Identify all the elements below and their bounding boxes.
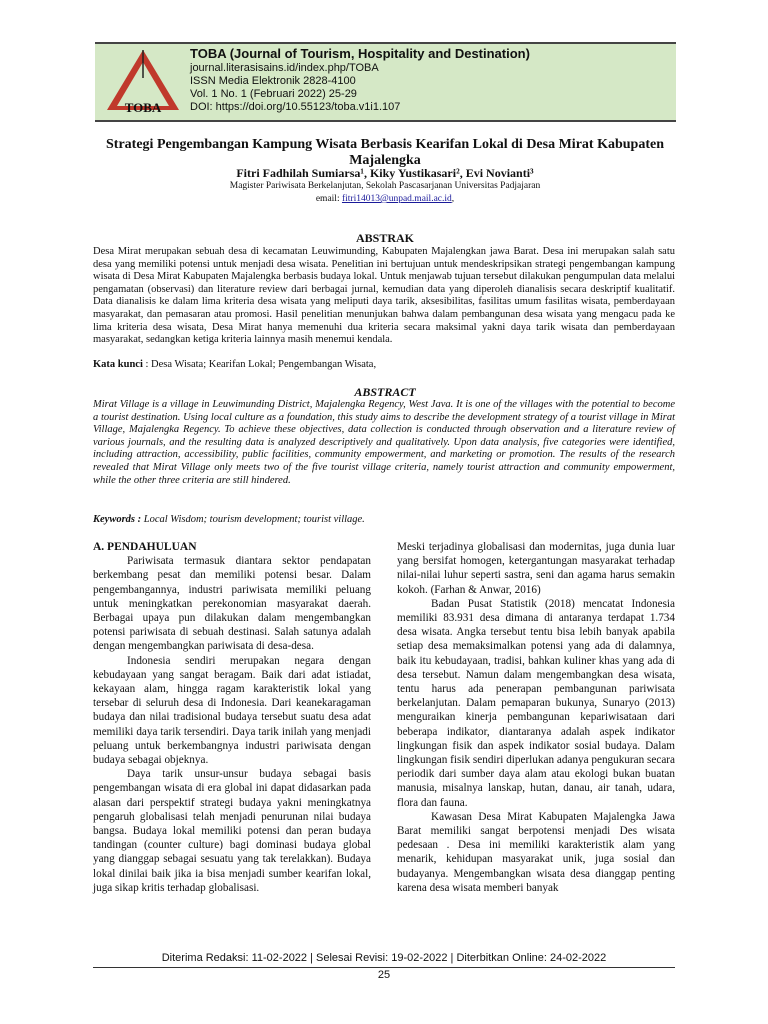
paragraph: Kawasan Desa Mirat Kabupaten Majalengka Jawa Barat memiliki sangat berpotensi menjadi Des wisata pedesaan . Desa ini memiliki karakteristik alam yang menarik, kehidupan masyarakat unik, juga sosial dan budayanya. Mengembangkan wisata desa dianggap penting karena desa wisata memberi banyak: [397, 810, 675, 894]
paragraph: Indonesia sendiri merupakan negara dengan kebudayaan yang sangat beragam. Baik dari adat istiadat, kekayaan alam, hingga ragam karakteristik lokal yang tersebar di seluruh desa di Indonesia. Dari keanekaragaman budaya dan nilai tradisional budaya tersebut suatu desa adat memiliki daya tarik tersendiri. Daya tarik inilah yang menjadi peluang untuk berkembangnya industri pariwisata dengan budaya sebagai objeknya.: [93, 654, 371, 767]
journal-title: TOBA (Journal of Tourism, Hospitality and Destination): [190, 46, 530, 61]
kata-kunci: [93, 359, 675, 370]
paragraph: Pariwisata termasuk diantara sektor pendapatan berkembang pesat dan memiliki potensi besar. Dalam pengembangannya, industri pariwisata memiliki peluang untuk meningkatkan perekonomian masyarakat daerah. Berbagai upaya pun dilakukan dalam mengembangkan potensi pariwisata di sebuah destinasi. Salah satunya adalah dengan mengembangkan pariwisata di desa-desa.: [93, 555, 371, 653]
journal-issn: ISSN Media Elektronik 2828-4100: [190, 75, 356, 87]
journal-doi[interactable]: DOI: https://doi.org/10.55123/toba.v1i1.107: [190, 101, 401, 113]
paper-title: Strategi Pengembangan Kampung Wisata Berbasis Kearifan Lokal di Desa Mirat Kabupaten Majalengka: [106, 137, 664, 168]
paragraph: Badan Pusat Statistik (2018) mencatat Indonesia memiliki 83.931 desa dimana di antaranya terdapat 1.734 desa wisata. Angka tersebut tentu bisa lebih banyak apabila setiap desa memaksimalkan potensi yang ada di dalamnya, baik itu kebudayaan, tradisi, bahkan kuliner khas yang ada di desa tersebut. Namun dalam mengembangkan desa wisata, tentu harus ada penerapan pembangunan pariwisata berkelanjutan. Dalam pemaparan bukunya, Sunaryo (2013) menguraikan kinerja pembangunan kepariwisataan dari beberapa indikator, diantaranya adalah aspek indikator lingkungan fisik dan aspek indikator sosial budaya. Dalam lingkungan fisik sendiri diperlukan adanya pengukuran secara periodik dari sumber daya alam atau ekologi bukan buatan manusia, misalnya lanskap, hutan, danau, air tanah, udara, flora dan fauna.: [397, 597, 675, 809]
kata-kunci-label: Kata kunci: [93, 359, 143, 370]
right-column: [397, 540, 675, 895]
authors: Fitri Fadhilah Sumiarsa¹, Kiky Yustikasari², Evi Novianti³: [236, 166, 534, 180]
abstract-body: Mirat Village is a village in Leuwimunding District, Majalengka Regency, West Java. It is one of the villages with the potential to become a tourist destination. Using local culture as a foundation, this study aims to describe the development strategy of a tourist village in Mirat Village, Majalengka Regency. To achieve these objectives, data collection is conducted through observation and a literature review of various journals, and the resulting data is analyzed descriptively and qualitatively. Upon data analysis, five categories were identified, including attraction, accessibility, public facilities, community empowerment, and marketing or promotion. The results of the research revealed that Mirat Village only meets two of the five tourist village criteria, namely tourist attraction and community empowerment, while the other three criteria are still hindered.: [93, 399, 675, 486]
email-suffix: ,: [451, 194, 455, 204]
logo-text: TOBA: [124, 100, 162, 115]
journal-header: [95, 42, 676, 122]
abstrak-body: Desa Mirat merupakan sebuah desa di kecamatan Leuwimunding, Kabupaten Majalengkan jawa Barat. Desa ini merupakan salah satu desa yang memiliki potensi untuk menjadi desa wisata. Penelitian ini bertujuan untuk mendeskripsikan strategi pengembangan kampung wisata di Desa Mirat Kabupaten Majalengka berbasis budaya lokal. Untuk menjawab tujuan tersebut dilakukan pengumpulan data melalui pengamatan (observasi) dan literature review dari berbagai jurnal, kemudian data yang diperoleh dianalisis secara deskriptif kualitatif. Data dianalisis ke dalam lima kriteria desa wisata yang meliputi daya tarik, aksesibilitas, fasilitas umum fasilitas wisata, pemberdayaan masyarakat, dan pemasaran atau promosi. Hasil penelitian menunjukan bahwa dalam pembangunan desa wisata yang mengacu pada ke lima kriteria desa wisata, Desa Mirat hanya memenuhi dua kriteria secara maksimal yakni daya tarik wisata dan pemberdayaan masyarakat, sedangkan ketiga kriteria lainnya masih menemui kendala.: [93, 246, 675, 346]
email-label: email:: [315, 194, 342, 204]
kata-kunci-text: : Desa Wisata; Kearifan Lokal; Pengembangan Wisata,: [142, 359, 377, 370]
section-heading: A. PENDAHULUAN: [93, 541, 197, 553]
journal-url[interactable]: journal.literasisains.id/index.php/TOBA: [190, 62, 379, 74]
paragraph: Daya tarik unsur-unsur budaya sebagai basis pengembangan wisata di era global ini dapat didasarkan pada alasan dari perspektif strategi budaya yakni meningkatnya pengaruh globalisasi telah menjadi penurunan nilai budaya bangsa. Budaya lokal memiliki potensi dan peran budaya tandingan (counter culture) bagi dominasi budaya global yang dianggap sebagai sesuatu yang tak terelakkan). Budaya lokal dinilai baik jika ia bisa menjadi sumber kearifan lokal, juga sikap kritis terhadap globalisasi.: [93, 768, 371, 894]
toba-logo-icon: [103, 48, 183, 118]
paragraph: Meski terjadinya globalisasi dan modernitas, juga dunia luar yang bersifat homogen, ketergantungan masyarakat terhadap nilai-nilai luhur seperti sastra, seni dan agama harus semakin kokoh. (Farhan & Anwar, 2016): [397, 541, 675, 596]
email-link[interactable]: fitri14013@unpad.mail.ac.id: [341, 194, 452, 204]
keywords: [93, 514, 675, 525]
page-number: 25: [377, 969, 391, 981]
left-column: [93, 540, 371, 895]
footer-divider: [93, 967, 675, 968]
abstract-heading: ABSTRACT: [354, 385, 416, 399]
email-line: [90, 194, 680, 204]
footer-dates: Diterima Redaksi: 11-02-2022 | Selesai Revisi: 19-02-2022 | Diterbitkan Online: 24-02-2022: [161, 952, 607, 964]
affiliation: Magister Pariwisata Berkelanjutan, Sekolah Pascasarjanan Universitas Padjajaran: [229, 181, 541, 191]
keywords-text: Local Wisdom; tourism development; tourist village.: [141, 514, 365, 525]
abstrak-heading: ABSTRAK: [355, 231, 414, 245]
journal-volume: Vol. 1 No. 1 (Februari 2022) 25-29: [190, 88, 357, 100]
keywords-label: Keywords :: [93, 514, 142, 525]
header-text: [190, 46, 530, 114]
